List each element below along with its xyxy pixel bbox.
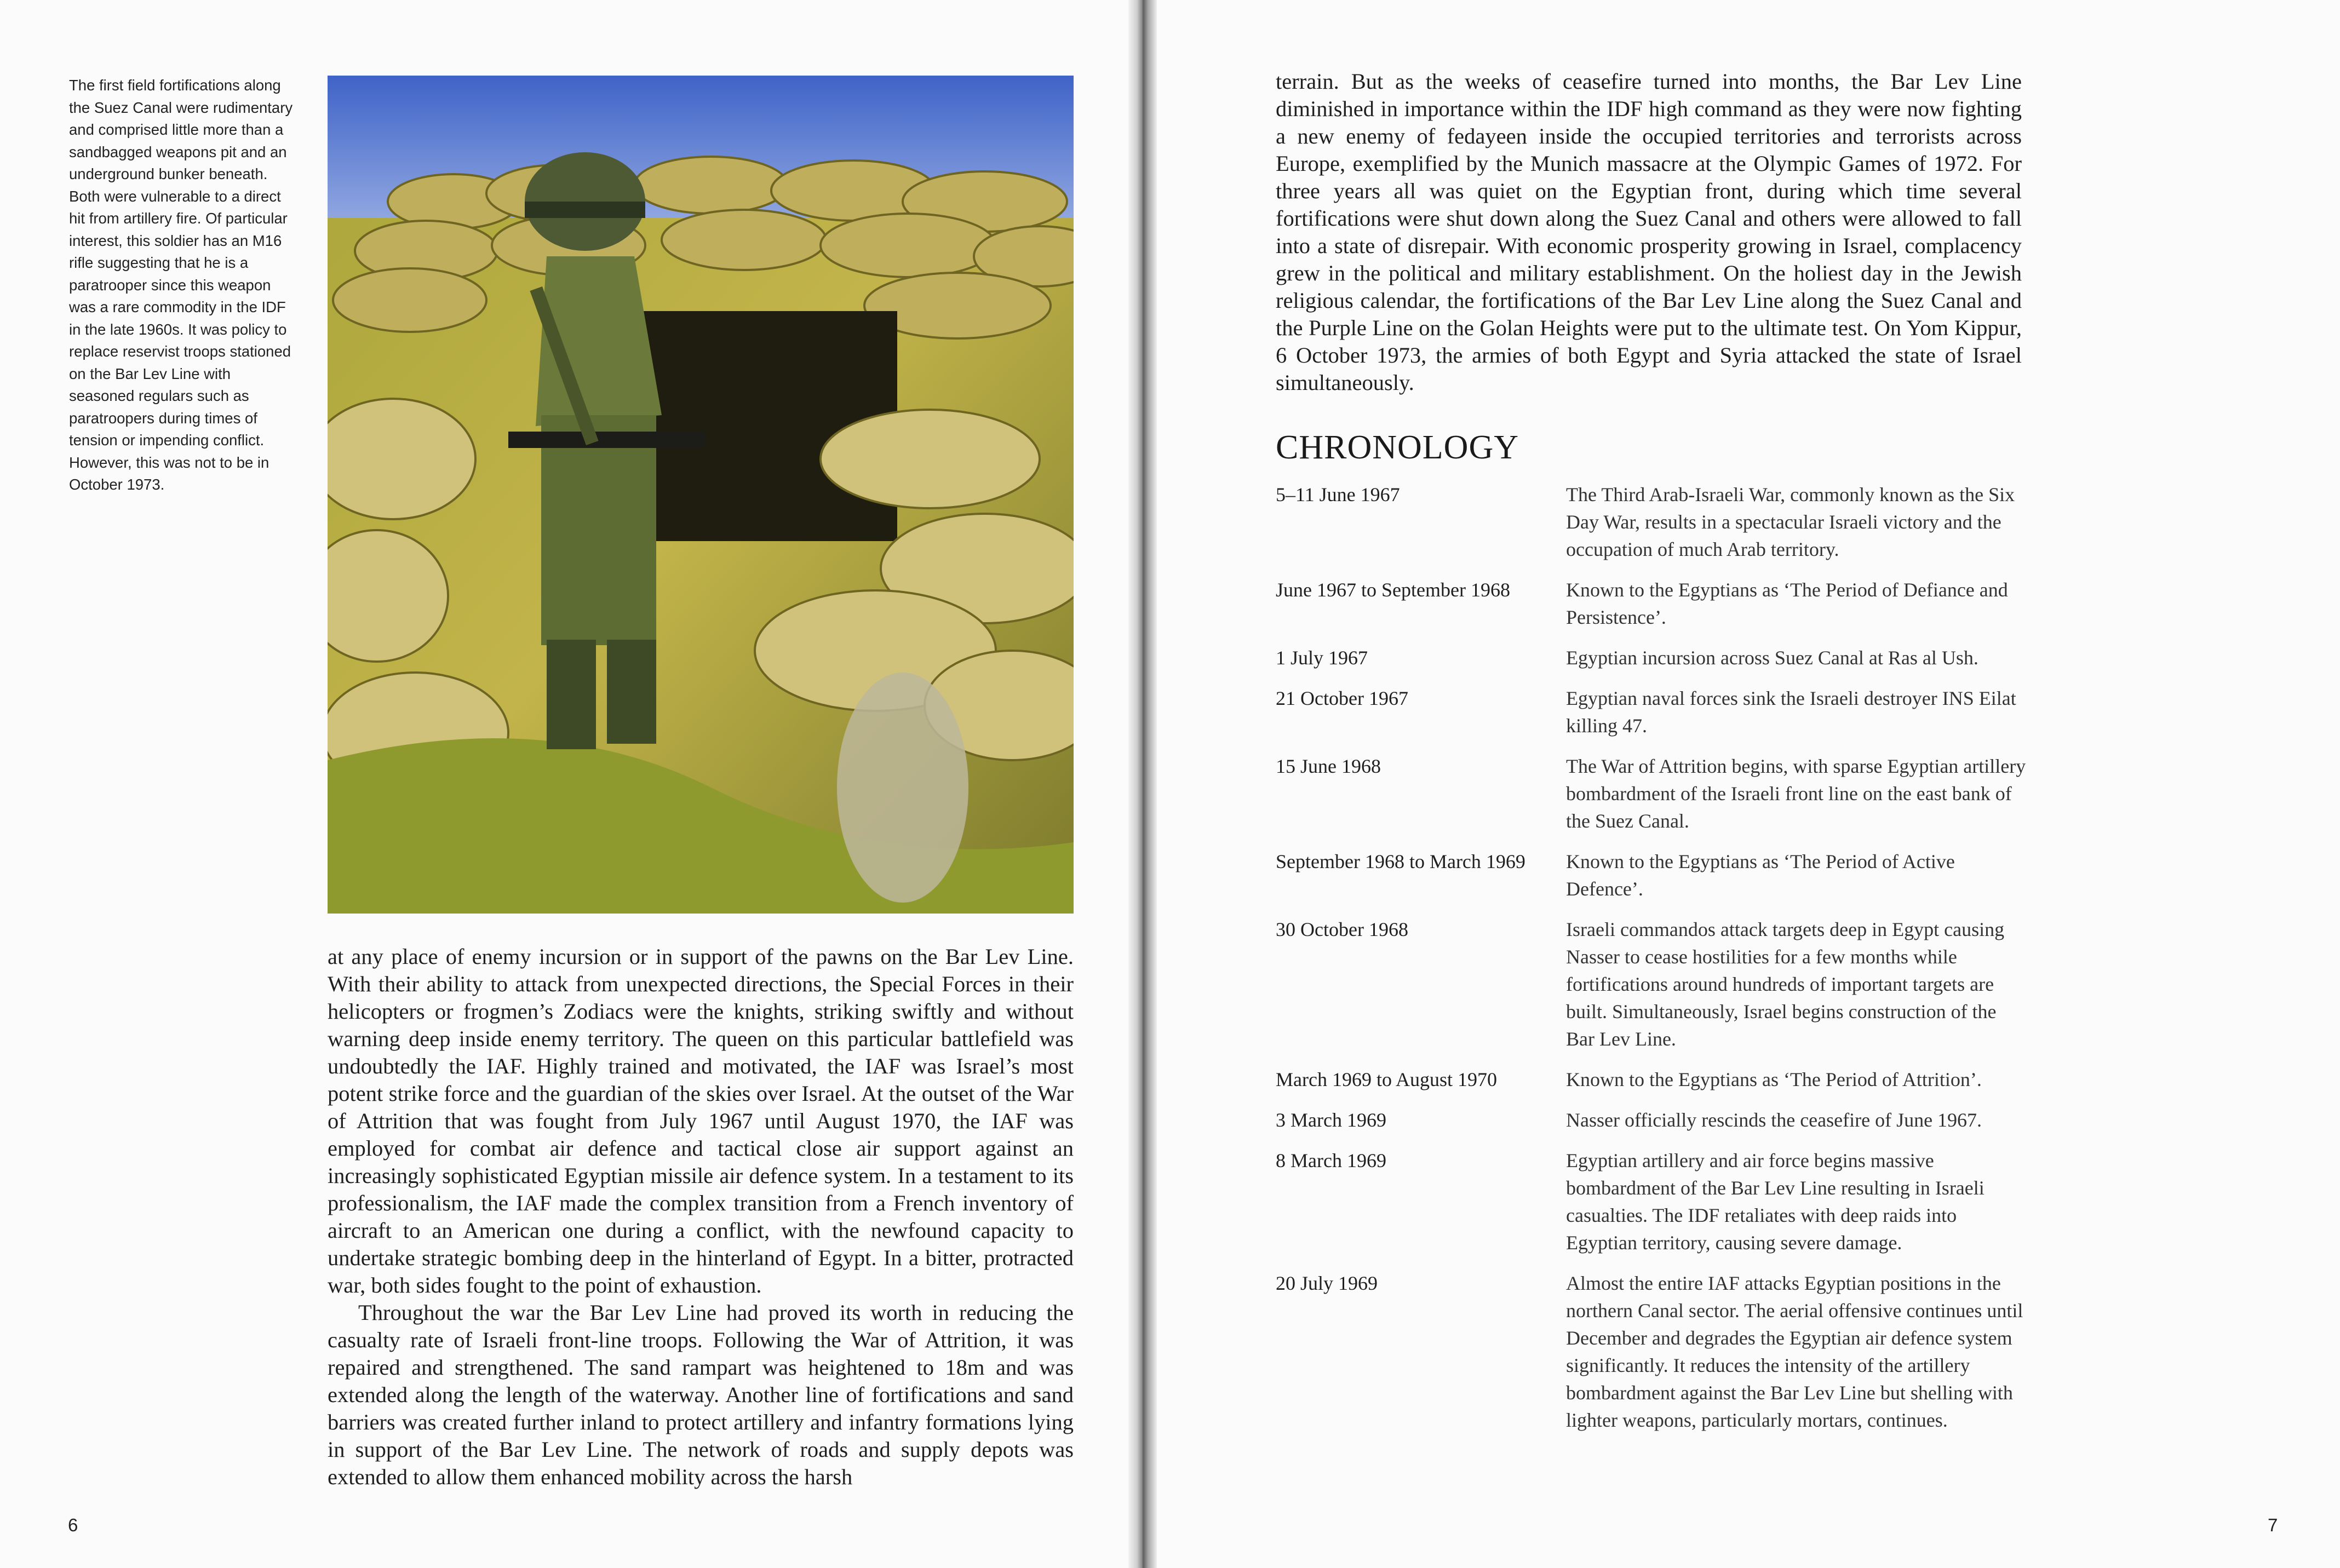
chronology-date: 20 July 1969 (1276, 1272, 1378, 1294)
chronology-event: Egyptian artillery and air force begins massive bombardment of the Bar Lev Line resulting in Israeli casualties. The IDF retaliates with deep raids into Egyptian territory, causing severe damage. (1566, 1150, 1985, 1254)
left-page (0, 0, 1143, 1568)
chronology-entry (1276, 848, 2026, 903)
chronology-date: 8 March 1969 (1276, 1150, 1386, 1171)
chronology-event: Known to the Egyptians as ‘The Period of Attrition’. (1566, 1069, 1982, 1090)
chronology-date: June 1967 to September 1968 (1276, 579, 1510, 601)
chronology-event: Known to the Egyptians as ‘The Period of Defiance and Persistence’. (1566, 579, 2008, 628)
page-number-left: 6 (68, 1515, 78, 1535)
chronology-date: March 1969 to August 1970 (1276, 1069, 1497, 1090)
chronology-entry (1276, 1270, 2026, 1434)
chronology-date: 15 June 1968 (1276, 755, 1381, 777)
chronology-event: The Third Arab-Israeli War, commonly known as the Six Day War, results in a spectacular Israeli victory and the occupation of much Arab territory. (1566, 484, 2015, 560)
soldier-photo (328, 76, 1074, 914)
right-body-paragraph: terrain. But as the weeks of ceasefire turned into months, the Bar Lev Line diminished in importance within the IDF high command as they were now fighting a new enemy of fedayeen inside the occupied territories and terrorists across Europe, exemplified by the Munich massacre at the Olympic Games of 1972. For three years all was quiet on the Egyptian front, during which time several fortifications were shut down along the Suez Canal and others were allowed to fall into a state of disrepair. With economic prosperity growing in Israel, complacency grew in the political and military establishment. On the holiest day in the Jewish religious calendar, the fortifications of the Bar Lev Line along the Suez Canal and the Purple Line on the Golan Heights were put to the ultimate test. On Yom Kippur, 6 October 1973, the armies of both Egypt and Syria attacked the state of Israel simultaneously. (1276, 69, 2022, 395)
chronology-entry (1276, 576, 2026, 631)
chronology-event: Egyptian naval forces sink the Israeli destroyer INS Eilat killing 47. (1566, 687, 2016, 737)
chronology-date: 21 October 1967 (1276, 687, 1408, 709)
chronology-date: 5–11 June 1967 (1276, 484, 1400, 506)
chronology-event: Almost the entire IAF attacks Egyptian positions in the northern Canal sector. The aerial offensive continues until December and degrades the Egyptian air defence system significantly. It reduces the intensity of the artillery bombardment against the Bar Lev Line but shelling with lighter weapons, particularly mortars, continues. (1566, 1272, 2023, 1431)
left-body-paragraph: at any place of enemy incursion or in support of the pawns on the Bar Lev Line. With their ability to attack from unexpected directions, the Special Forces in their helicopters or frogmen’s Zodiacs were the knights, striking swiftly and without warning deep inside enemy territory. The queen on this particular battlefield was undoubtedly the IAF. Highly trained and motivated, the IAF was Israel’s most potent strike force and the guardian of the skies over Israel. At the outset of the War of Attrition that was fought from July 1967 until August 1970, the IAF was employed for combat air defence and tactical close air support against an increasingly sophisticated Egyptian missile air defence system. In a testament to its professionalism, the IAF made the complex transition from a French inventory of aircraft to an American one during a conflict, with the newfound capacity to undertake strategic bombing deep in the hinterland of Egypt. In a bitter, protracted war, both sides fought to the point of exhaustion. (328, 944, 1074, 1297)
chronology-entry (1276, 753, 2026, 835)
chronology-date: September 1968 to March 1969 (1276, 851, 1525, 872)
chronology-event: The War of Attrition begins, with sparse Egyptian artillery bombardment of the Israeli front line on the east bank of the Suez Canal. (1566, 755, 2026, 832)
chronology-date: 3 March 1969 (1276, 1109, 1386, 1131)
chronology-entry (1276, 685, 2026, 739)
right-body-text (1276, 68, 2022, 397)
left-body-paragraph: Throughout the war the Bar Lev Line had proved its worth in reducing the casualty rate of Israeli front-line troops. Following the War of Attrition, it was repaired and strengthened. The sand rampart was heightened to 18m and was extended along the length of the waterway. Another line of fortifications and sand barriers was created further inland to protect artillery and infantry formations lying in support of the Bar Lev Line. The network of roads and supply depots was extended to allow them enhanced mobility across the harsh (328, 1300, 1074, 1489)
chronology-list (1276, 481, 2026, 1447)
chronology-date: 1 July 1967 (1276, 647, 1368, 669)
chronology-event: Known to the Egyptians as ‘The Period of Active Defence’. (1566, 851, 1955, 900)
page-number-right: 7 (2268, 1515, 2278, 1535)
chronology-entry (1276, 916, 2026, 1053)
chronology-entry (1276, 1147, 2026, 1256)
photo-caption: The first field fortifications along the Suez Canal were rudimentary and comprised little more than a sandbagged weapons pit and an underground bunker beneath. Both were vulnerable to a direct hit from artillery fire. Of particular interest, this soldier has an M16 rifle suggesting that he is a paratrooper since this weapon was a rare commodity in the IDF in the late 1960s. It was policy to replace reservist troops stationed on the Bar Lev Line with seasoned regulars such as paratroopers during times of tension or impending conflict. However, this was not to be in October 1973. (69, 77, 293, 493)
chronology-entry (1276, 644, 2026, 671)
chronology-entry (1276, 1066, 2026, 1093)
chronology-event: Egyptian incursion across Suez Canal at Ras al Ush. (1566, 647, 1978, 669)
chronology-entry (1276, 481, 2026, 563)
chronology-event: Nasser officially rescinds the ceasefire of June 1967. (1566, 1109, 1982, 1131)
chronology-heading: CHRONOLOGY (1276, 429, 1519, 466)
book-gutter (1128, 0, 1157, 1568)
chronology-entry (1276, 1106, 2026, 1134)
chronology-date: 30 October 1968 (1276, 918, 1408, 940)
chronology-event: Israeli commandos attack targets deep in Egypt causing Nasser to cease hostilities for a few months while fortifications around hundreds of important targets are built. Simultaneously, Israel begins construction of the Bar Lev Line. (1566, 918, 2005, 1050)
left-body-text (328, 943, 1074, 1491)
